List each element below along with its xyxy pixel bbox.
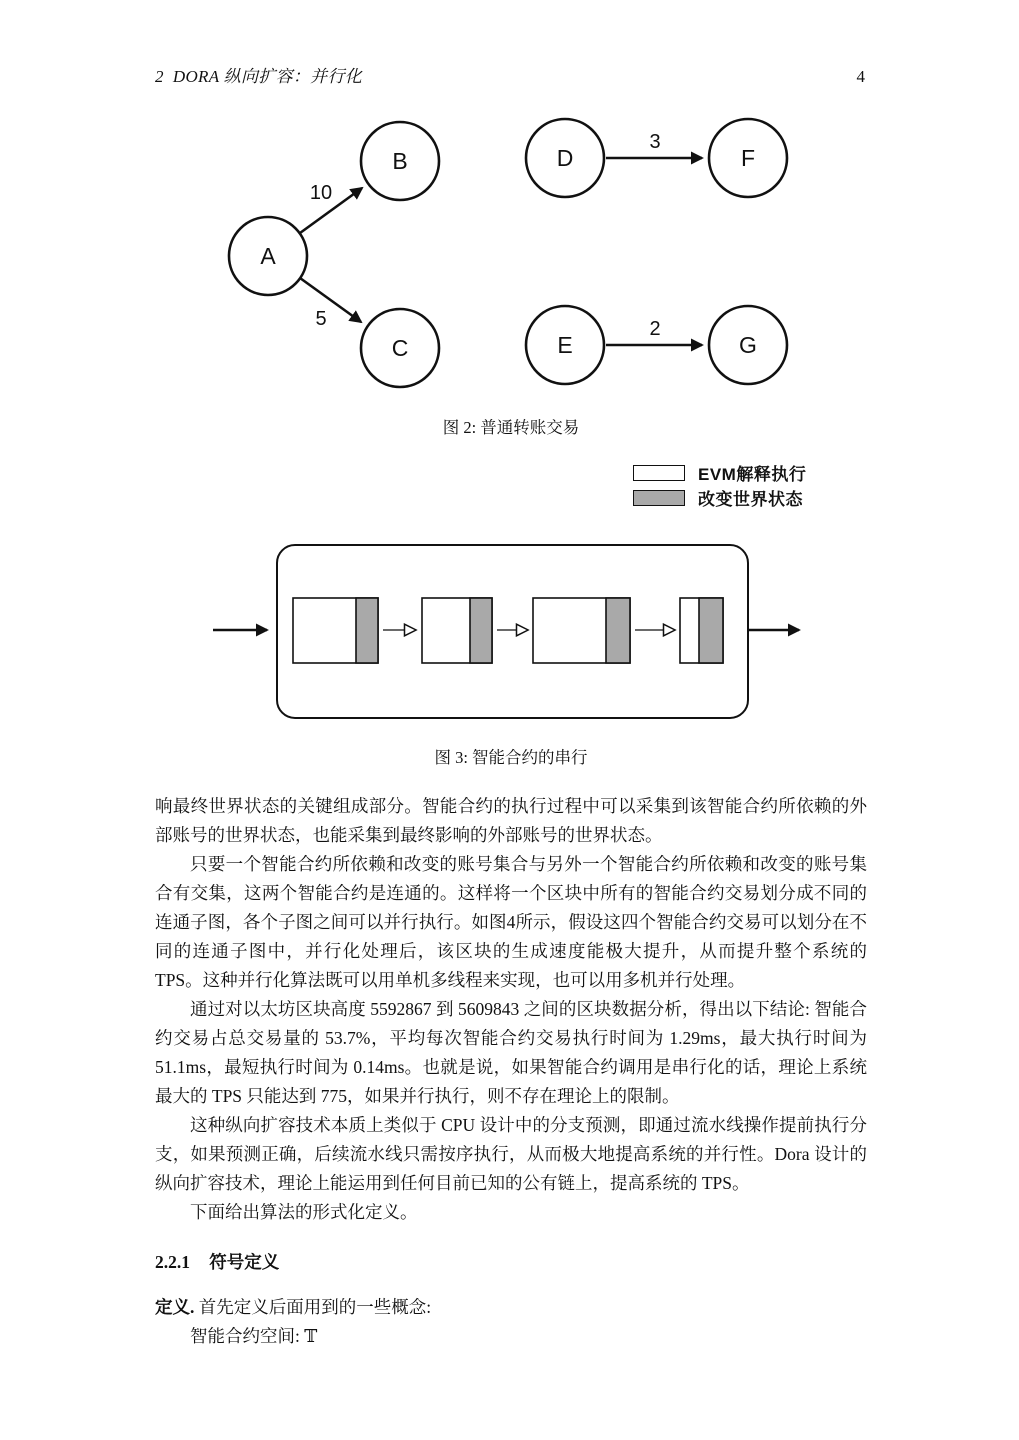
node-g-label: G <box>739 332 757 358</box>
figure3-svg <box>205 540 810 725</box>
paragraph: 只要一个智能合约所依赖和改变的账号集合与另外一个智能合约所依赖和改变的账号集合有交集，这两个智能合约是连通的。这样将一个区块中所有的智能合约交易划分成不同的连通子图，各个子图之间可以并行执行。如图4所示，假设这四个智能合约交易可以划分在不同的连通子图中，并行化处理后，该区块的生成速度能极大提升，从而提升整个系统的 TPS。这种并行化算法既可以用单机多线程来实现，也可以用多机并行处理。 <box>155 854 867 990</box>
figure-transfer-graph <box>213 106 813 403</box>
node-e <box>526 306 604 384</box>
tx-block-4 <box>680 598 723 663</box>
edge-a-c <box>300 278 361 330</box>
paragraph: 响最终世界状态的关键组成部分。智能合约的执行过程中可以采集到该智能合约所依赖的外部账号的世界状态，也能采集到最终影响的外部账号的世界状态。 <box>155 796 867 845</box>
definition-paragraph <box>155 1293 867 1322</box>
definition-lead: 定义. <box>155 1297 195 1317</box>
node-a <box>229 217 307 295</box>
definition-text: 首先定义后面用到的一些概念: <box>198 1297 432 1317</box>
figure3-legend <box>633 460 806 510</box>
edge-e-g <box>606 318 702 345</box>
paragraph: 下面给出算法的形式化定义。 <box>190 1202 418 1222</box>
figure2-caption: 图 2: 普通转账交易 <box>442 418 580 437</box>
edge-weight-a-b: 10 <box>309 182 333 204</box>
tx-block-1 <box>293 598 378 663</box>
state-change-segment-3 <box>606 598 630 663</box>
node-c <box>361 309 439 387</box>
node-c-label: C <box>391 335 409 361</box>
paragraph: 这种纵向扩容技术本质上类似于 CPU 设计中的分支预测，即通过流水线操作提前执行分支，如果预测正确，后续流水线只需按序执行，从而极大地提高系统的并行性。Dora 设计的纵向扩容技术，理论上能运用到任何目前已知的公有链上，提高系统的 TPS。 <box>155 1115 867 1193</box>
edge-d-f <box>606 131 702 158</box>
node-d <box>526 119 604 197</box>
figure-contract-pipeline <box>205 540 810 730</box>
node-a-label: A <box>260 243 276 269</box>
node-f <box>709 119 787 197</box>
legend-swatch-state <box>633 490 685 506</box>
definition-item: 智能合约空间: 𝕋 <box>190 1326 318 1346</box>
edge-weight-a-c: 5 <box>315 308 327 330</box>
subsection-title: 符号定义 <box>209 1252 280 1272</box>
running-header-title: 2 DORA 纵向扩容：并行化 <box>155 67 363 86</box>
legend-label-state: 改变世界状态 <box>698 490 803 509</box>
tx-block-3 <box>533 598 630 663</box>
state-change-segment-1 <box>356 598 378 663</box>
state-change-segment-2 <box>470 598 492 663</box>
paragraph: 通过对以太坊区块高度 5592867 到 5609843 之间的区块数据分析，得出以下结论: 智能合约交易占总交易量的 53.7%，平均每次智能合约交易执行时间为 1.29ms，最大执行时间为 51.1ms，最短执行时间为 0.14ms。也就是说，如果智能合约调用是串行化的话，理论上系统最大的 TPS 只能达到 775，如果并行执行，则不存在理论上的限制。 <box>155 999 867 1106</box>
figure2-svg <box>213 106 813 398</box>
legend-row-evm <box>633 460 806 485</box>
legend-swatch-evm <box>633 465 685 481</box>
edge-weight-d-f: 3 <box>649 131 661 153</box>
subsection-heading <box>155 1248 867 1277</box>
edge-a-b <box>300 182 362 233</box>
body-text <box>155 792 867 1351</box>
node-e-label: E <box>557 332 573 358</box>
node-d-label: D <box>556 145 574 171</box>
node-g <box>709 306 787 384</box>
figure3-caption: 图 3: 智能合约的串行 <box>434 748 588 767</box>
node-b-label: B <box>392 148 408 174</box>
legend-label-evm: EVM解释执行 <box>698 465 807 484</box>
state-change-segment-4 <box>699 598 723 663</box>
running-header <box>155 62 865 87</box>
node-b <box>361 122 439 200</box>
page-number: 4 <box>856 67 865 86</box>
legend-row-state <box>633 485 806 510</box>
subsection-number: 2.2.1 <box>155 1252 190 1272</box>
tx-block-2 <box>422 598 492 663</box>
edge-weight-e-g: 2 <box>649 318 661 340</box>
node-f-label: F <box>740 145 756 171</box>
